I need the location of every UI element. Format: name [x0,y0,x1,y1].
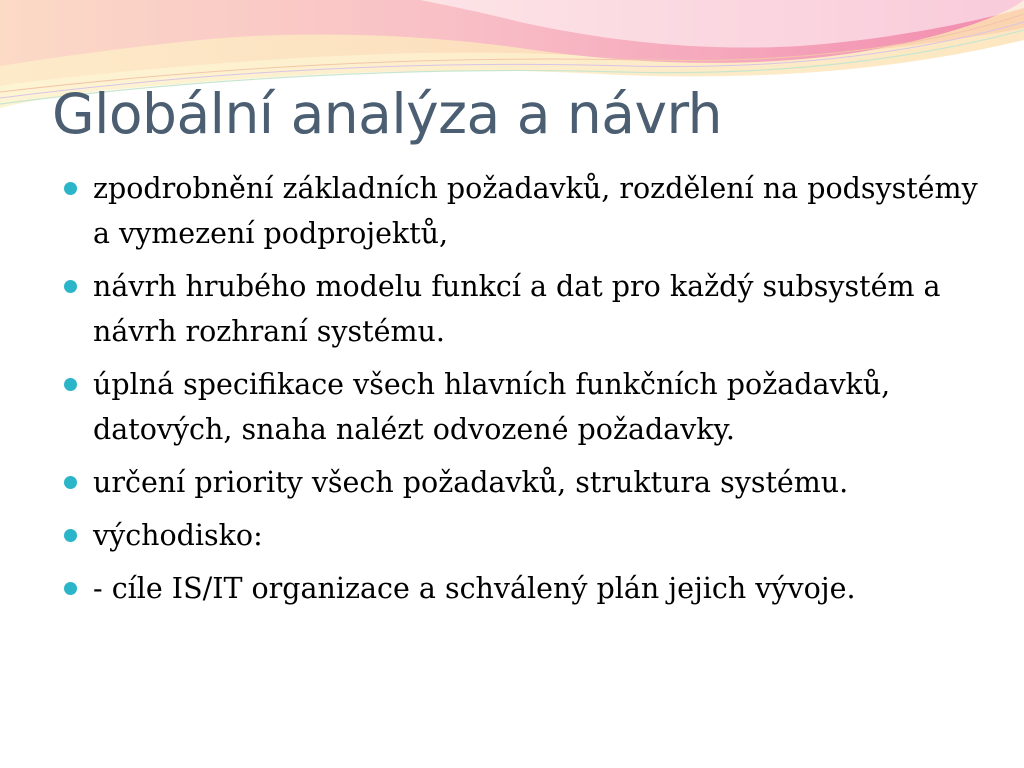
bullet-dot-icon [64,476,77,489]
bullet-item [60,362,980,452]
bullet-dot-icon [64,582,77,595]
bullet-text: návrh hrubého modelu funkcí a dat pro každý subsystém a návrh rozhraní systému. [93,270,941,348]
bullet-text: zpodrobnění základních požadavků, rozdělení na podsystémy a vymezení podprojektů, [93,172,978,250]
bullet-item [60,264,980,354]
bullet-item [60,566,980,611]
bullet-text: úplná specifikace všech hlavních funkčních požadavků, datových, snaha nalézt odvozené požadavky. [93,368,891,446]
slide-title: Globální analýza a návrh [52,82,723,146]
bullet-item [60,166,980,256]
bullet-item [60,513,980,558]
bullet-dot-icon [64,182,77,195]
bullet-dot-icon [64,529,77,542]
bullet-dot-icon [64,378,77,391]
bullet-text: východisko: [93,519,263,552]
bullet-dot-icon [64,280,77,293]
bullet-item [60,460,980,505]
bullet-text: určení priority všech požadavků, struktura systému. [93,466,849,499]
bullet-text: - cíle IS/IT organizace a schválený plán jejich vývoje. [93,572,856,605]
bullet-list [60,166,980,619]
